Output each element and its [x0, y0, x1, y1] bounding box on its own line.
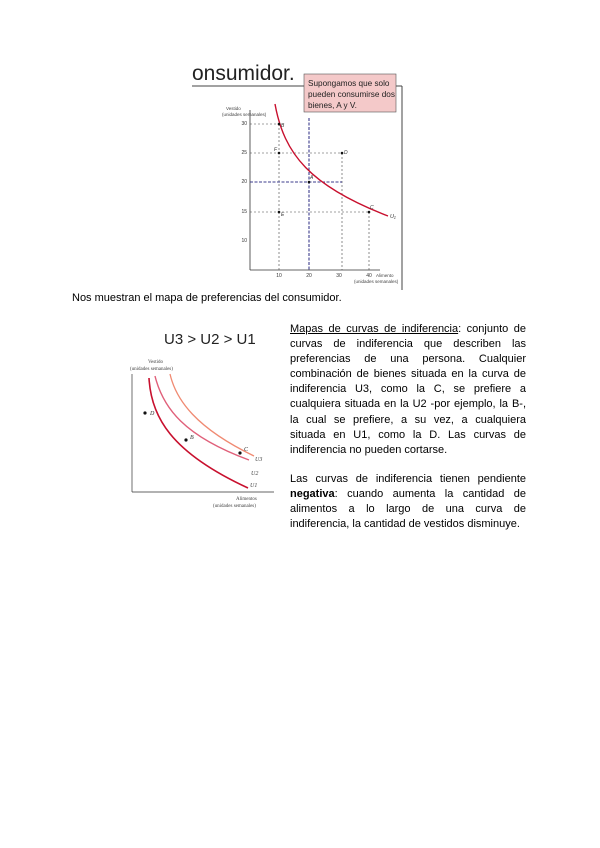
- x-axis-label: [213, 497, 258, 509]
- slope-emphasis: negativa: [290, 487, 335, 500]
- y-axis-label-line: Vestido: [148, 360, 163, 365]
- point-a-crosshair: [250, 118, 342, 270]
- curve-label: U2: [251, 471, 259, 477]
- x-axis-label-line: Alimentos: [236, 497, 257, 502]
- point-label: D: [150, 411, 155, 417]
- x-axis-label-line: (unidades semanales): [213, 504, 256, 509]
- point-marker: [278, 211, 281, 214]
- y-axis-label-line: (unidades semanales): [130, 367, 173, 372]
- point-label: B: [190, 435, 194, 441]
- definition-paragraph: [290, 322, 526, 458]
- slope-paragraph: [290, 472, 526, 532]
- x-tick-label: 10: [276, 273, 282, 279]
- y-tick-label: 25: [241, 150, 247, 156]
- curve-label: U3: [255, 457, 263, 463]
- point-marker: [278, 152, 281, 155]
- curve-label-u1: U₁: [390, 214, 396, 220]
- x-axis-label-line: (unidades semanales): [354, 279, 399, 284]
- definition-term: Mapas de curvas de indiferencia: [290, 323, 459, 335]
- point-marker: [368, 211, 371, 214]
- point-label: C: [244, 447, 249, 453]
- y-axis-label-line: (unidades semanales): [222, 112, 267, 117]
- point-label: A: [310, 175, 314, 181]
- point-marker: [341, 152, 344, 155]
- point-marker: [308, 181, 311, 184]
- indifference-map-figure: [128, 320, 278, 515]
- point-marker: [184, 438, 187, 441]
- point-label: B: [281, 123, 285, 129]
- y-tick-label: 15: [241, 209, 247, 215]
- indifference-curve-u2: [155, 376, 249, 460]
- preference-order-title: U3 > U2 > U1: [164, 331, 256, 348]
- explanation-text: [290, 322, 526, 546]
- y-tick-label: 10: [241, 238, 247, 244]
- y-axis-label: [222, 106, 267, 117]
- callout-line: pueden consumirse dos: [308, 90, 395, 99]
- indifference-curve-u1: [275, 104, 388, 216]
- slope-text-start: Las curvas de indiferencia tienen pendiente: [290, 472, 526, 485]
- point-marker: [143, 411, 146, 414]
- curve-labels: [250, 457, 262, 489]
- y-tick-label: 30: [241, 121, 247, 127]
- curve-label: U1: [250, 483, 258, 489]
- x-tick-label: 30: [336, 273, 342, 279]
- x-tick-label: 20: [306, 273, 312, 279]
- point-marker: [238, 451, 241, 454]
- point-marker: [278, 123, 281, 126]
- map-points: [143, 411, 241, 454]
- point-label: D: [344, 150, 348, 156]
- definition-body: : conjunto de curvas de indiferencia que describen las preferencias de una persona. Cualquier combinación de bienes situada en la curva de indiferencia U3, como la C, se prefiere a cualquiera situada en la U2 -por ejemplo, la B-, la cual se prefiere, a su vez, a cualquiera situada en U1, como la D. Las curvas de indiferencia no pueden cortarse.: [290, 323, 526, 456]
- x-tick-label: 40: [366, 273, 372, 279]
- indifference-curve-u1: [149, 378, 248, 488]
- y-axis-label: [130, 360, 173, 372]
- y-ticks: [241, 121, 247, 244]
- callout-line: Supongamos que solo: [308, 79, 390, 88]
- curve-points: [278, 123, 371, 214]
- y-axis-label-line: Vestido: [226, 106, 241, 111]
- indifference-curve-figure: [192, 58, 412, 290]
- x-axis-label: [354, 273, 399, 284]
- x-axis-label-line: Alimento: [376, 273, 394, 278]
- figure-header-text: onsumidor.: [192, 62, 295, 85]
- callout-line: bienes, A y V.: [308, 101, 357, 110]
- point-label: E: [281, 212, 285, 218]
- point-label: C: [370, 205, 374, 211]
- map-point-labels: [149, 411, 249, 453]
- figure-caption: Nos muestran el mapa de preferencias del consumidor.: [72, 292, 342, 304]
- y-tick-label: 20: [241, 179, 247, 185]
- point-label: F: [274, 147, 278, 153]
- slope-text-end: : cuando aumenta la cantidad de alimentos a lo largo de una curva de indiferencia, la cantidad de vestidos disminuye.: [290, 487, 526, 531]
